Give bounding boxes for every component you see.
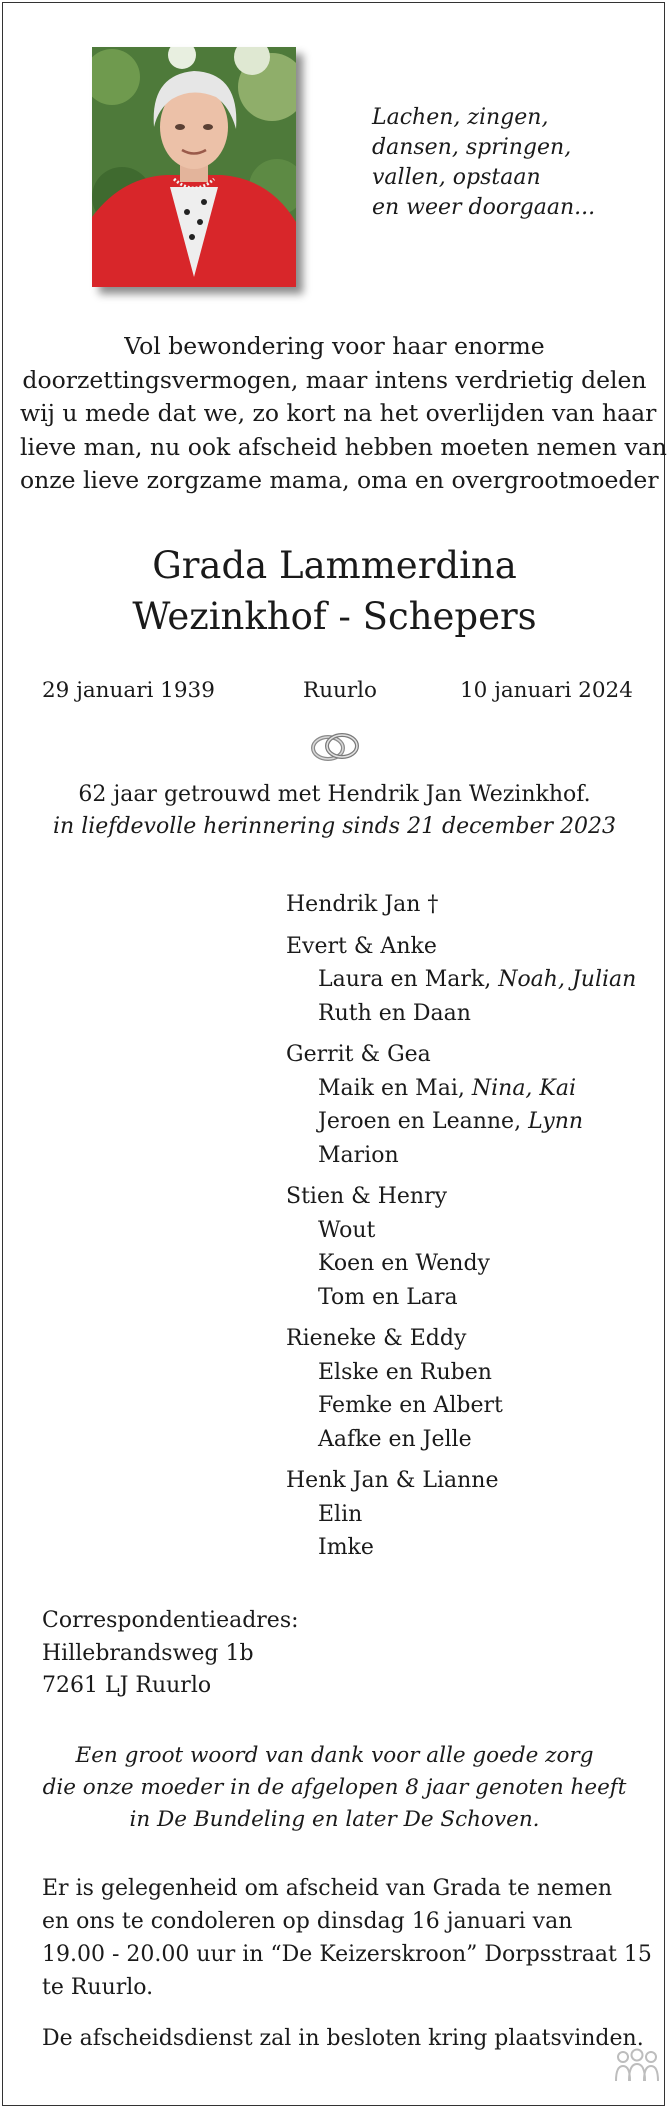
- family-child: Elske en Ruben: [318, 1359, 492, 1385]
- family-child: Femke en Albert: [318, 1393, 503, 1418]
- family-parents: Henk Jan & Lianne: [286, 1468, 499, 1493]
- family-child: Elin: [318, 1501, 363, 1527]
- intro-line: lieve man, nu ook afscheid hebben moeten nemen van: [20, 432, 667, 461]
- family-parents: Rieneke & Eddy: [286, 1326, 467, 1351]
- intro-line: wij u mede dat we, zo kort na het overlijden van haar: [20, 399, 657, 427]
- correspondence-address: [42, 1605, 299, 1703]
- family-child: Marion: [318, 1142, 399, 1168]
- wedding-rings-icon: [307, 730, 363, 764]
- condolence-line: te Ruurlo.: [42, 1975, 154, 2000]
- poem: [372, 103, 622, 223]
- birth-date: 29 januari 1939: [42, 678, 215, 703]
- thanks-text: [20, 1740, 649, 1836]
- address-label: Correspondentieadres:: [42, 1608, 299, 1633]
- thanks-line: in De Bundeling en later De Schoven.: [129, 1807, 540, 1832]
- poem-line: dansen, springen,: [372, 135, 572, 160]
- family-group: [286, 930, 636, 1031]
- grandchild-names: Nina, Kai: [471, 1075, 577, 1101]
- intro-line: onze lieve zorgzame mama, oma en overgrootmoeder: [20, 466, 659, 494]
- child-names: Maik en Mai,: [318, 1075, 472, 1101]
- family-child: Ruth en Daan: [318, 1000, 471, 1026]
- family-child: Aafke en Jelle: [318, 1426, 472, 1452]
- name-line-2: Wezinkhof - Schepers: [132, 595, 537, 638]
- child-names: Jeroen en Leanne,: [318, 1109, 529, 1134]
- grandchild-names: Lynn: [528, 1109, 584, 1134]
- family-parents: Gerrit & Gea: [286, 1042, 431, 1067]
- name-line-1: Grada Lammerdina: [152, 544, 517, 587]
- service-note: De afscheidsdienst zal in besloten kring plaatsvinden.: [42, 2026, 644, 2051]
- family-group: [286, 1038, 636, 1172]
- death-date: 10 januari 2024: [460, 678, 633, 703]
- poem-line: Lachen, zingen,: [372, 105, 549, 130]
- husband: Hendrik Jan †: [286, 892, 439, 917]
- condolence-line: 19.00 - 20.00 uur in “De Keizerskroon” Dorpsstraat 15: [42, 1942, 652, 1967]
- address-street: Hillebrandsweg 1b: [42, 1640, 254, 1666]
- condolence-line: en ons te condoleren op dinsdag 16 januari van: [42, 1909, 573, 1934]
- family-child: Imke: [318, 1535, 374, 1560]
- thanks-line: Een groot woord van dank voor alle goede zorg: [75, 1743, 594, 1768]
- deceased-name: [20, 540, 649, 642]
- thanks-line: die onze moeder in de afgelopen 8 jaar genoten heeft: [42, 1775, 627, 1800]
- portrait-photo: [92, 47, 296, 287]
- grandchild-names: Noah, Julian: [498, 967, 637, 992]
- family-group: [286, 1180, 636, 1314]
- family-parents: Evert & Anke: [286, 933, 437, 959]
- family-child: [286, 1105, 636, 1139]
- poem-line: vallen, opstaan: [372, 165, 541, 190]
- family-list: [286, 888, 636, 1573]
- family-group: [286, 1464, 636, 1565]
- family-child: [286, 1072, 636, 1106]
- family-child: [286, 963, 636, 997]
- family-child: Tom en Lara: [318, 1284, 458, 1310]
- marriage-line: 62 jaar getrouwd met Hendrik Jan Wezinkhof.: [78, 782, 591, 807]
- condolence-info: [42, 1872, 652, 2004]
- family-child: Koen en Wendy: [318, 1251, 490, 1276]
- intro-text: [20, 330, 667, 498]
- place: Ruurlo: [303, 678, 377, 703]
- portrait-image: [92, 47, 296, 287]
- family-group: [286, 1322, 636, 1456]
- family-parents: Stien & Henry: [286, 1184, 448, 1209]
- family-child: Wout: [318, 1217, 376, 1243]
- child-names: Laura en Mark,: [318, 967, 499, 992]
- people-group-icon: [614, 2047, 660, 2085]
- family-group: [286, 888, 636, 922]
- poem-line: en weer doorgaan...: [372, 195, 596, 220]
- condolence-line: Er is gelegenheid om afscheid van Grada te nemen: [42, 1876, 613, 1901]
- intro-line: doorzettingsvermogen, maar intens verdrietig delen: [22, 365, 647, 394]
- address-city: 7261 LJ Ruurlo: [42, 1673, 212, 1698]
- marriage-text: [20, 779, 649, 843]
- intro-line: Vol bewondering voor haar enorme: [124, 332, 545, 360]
- memory-line: in liefdevolle herinnering sinds 21 december 2023: [53, 814, 616, 839]
